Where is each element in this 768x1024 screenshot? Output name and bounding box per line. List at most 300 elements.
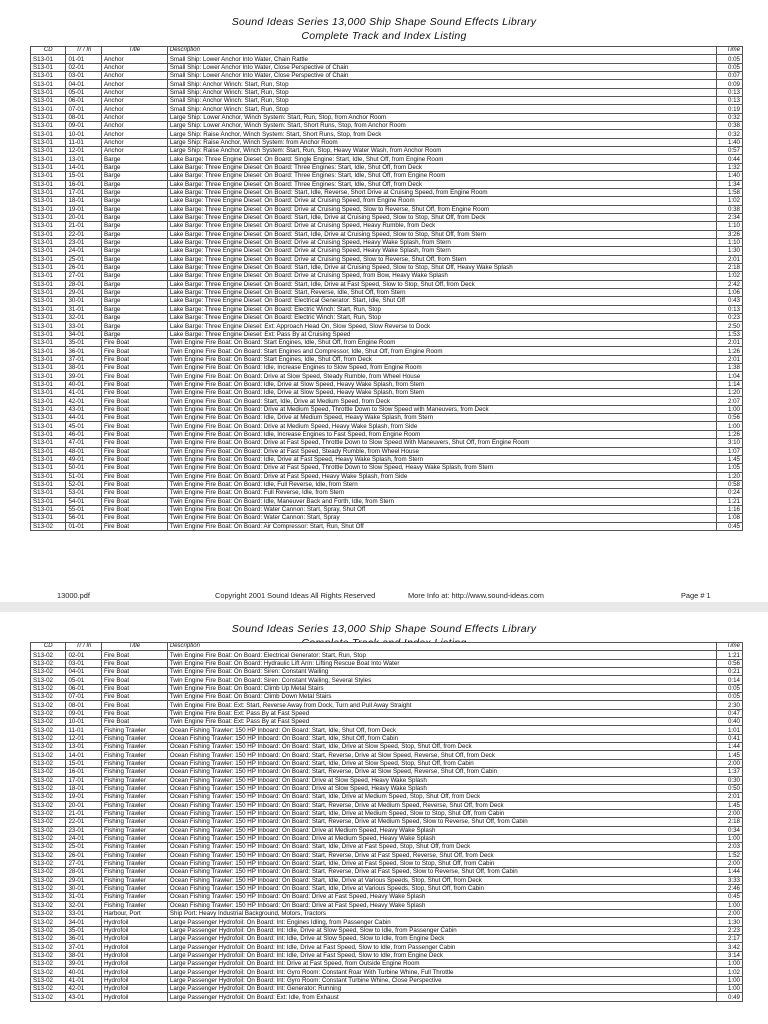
- cd-cell: S13-02: [31, 651, 66, 659]
- column-header-title: Title: [101, 47, 167, 55]
- column-header-track: Tr / In: [66, 47, 101, 55]
- track-cell: 37-01: [66, 943, 101, 951]
- table-row: [31, 222, 743, 230]
- cd-cell: S13-02: [31, 718, 66, 726]
- table-row: [31, 63, 743, 71]
- description-cell: Ocean Fishing Trawler: 150 HP Inboard: On Board: Start, Idle, Drive at Slow Speed, Stop, Shut Off, from Deck: [167, 743, 716, 751]
- table-row: [31, 960, 743, 968]
- track-cell: 33-01: [66, 322, 101, 330]
- time-cell: 1:38: [716, 364, 742, 372]
- title-cell: Fishing Trawler: [101, 876, 167, 884]
- table-row: [31, 743, 743, 751]
- table-row: [31, 88, 743, 96]
- table-row: [31, 155, 743, 163]
- description-cell: Twin Engine Fire Boat: On Board: Drive at Fast Speed, Steady Rumble, from Wheel House: [167, 447, 716, 455]
- time-cell: 2:00: [716, 759, 742, 767]
- time-cell: 0:13: [716, 305, 742, 313]
- time-cell: 1:26: [716, 347, 742, 355]
- time-cell: 0:24: [716, 489, 742, 497]
- time-cell: 1:20: [716, 389, 742, 397]
- table-row: [31, 464, 743, 472]
- table-row: [31, 751, 743, 759]
- track-cell: 05-01: [66, 88, 101, 96]
- track-cell: 32-01: [66, 314, 101, 322]
- track-cell: 29-01: [66, 876, 101, 884]
- description-cell: Lake Barge: Three Engine Diesel: On Board: Start, Idle, Drive at Cruising Speed, Slow to Stop, Shut Off, from Deck: [167, 213, 716, 221]
- description-cell: Large Passenger Hydrofoil: On Board: Int: Generator: Running: [167, 985, 716, 993]
- time-cell: 0:32: [716, 113, 742, 121]
- title-cell: Fire Boat: [101, 389, 167, 397]
- cd-cell: S13-01: [31, 339, 66, 347]
- track-cell: 01-01: [66, 522, 101, 530]
- description-cell: Large Passenger Hydrofoil: On Board: Int: Idle, Drive at Fast Speed, Slow to Idle, from Engine Deck: [167, 951, 716, 959]
- track-cell: 02-01: [66, 63, 101, 71]
- table-row: [31, 876, 743, 884]
- cd-cell: S13-01: [31, 489, 66, 497]
- track-cell: 38-01: [66, 951, 101, 959]
- track-cell: 03-01: [66, 659, 101, 667]
- cd-cell: S13-02: [31, 818, 66, 826]
- time-cell: 1:37: [716, 768, 742, 776]
- description-cell: Large Ship: Raise Anchor, Winch System: Start, Run, Stop, Heavy Water Wash, from Anchor Room: [167, 147, 716, 155]
- title-cell: Barge: [101, 280, 167, 288]
- track-cell: 08-01: [66, 113, 101, 121]
- table-row: [31, 188, 743, 196]
- time-cell: 0:13: [716, 97, 742, 105]
- description-cell: Lake Barge: Three Engine Diesel: Ext: Pass By at Cruising Speed: [167, 330, 716, 338]
- table-row: [31, 297, 743, 305]
- title-cell: Barge: [101, 188, 167, 196]
- cd-cell: S13-01: [31, 439, 66, 447]
- track-cell: 07-01: [66, 105, 101, 113]
- track-cell: 23-01: [66, 826, 101, 834]
- title-cell: Barge: [101, 238, 167, 246]
- cd-cell: S13-02: [31, 676, 66, 684]
- track-cell: 52-01: [66, 480, 101, 488]
- table-row: [31, 918, 743, 926]
- table-row: [31, 718, 743, 726]
- title-cell: Barge: [101, 213, 167, 221]
- track-cell: 36-01: [66, 347, 101, 355]
- track-cell: 30-01: [66, 884, 101, 892]
- time-cell: 0:41: [716, 734, 742, 742]
- track-cell: 13-01: [66, 155, 101, 163]
- track-cell: 04-01: [66, 668, 101, 676]
- time-cell: 2:18: [716, 818, 742, 826]
- table-row: [31, 372, 743, 380]
- cd-cell: S13-01: [31, 288, 66, 296]
- time-cell: 1:00: [716, 960, 742, 968]
- track-cell: 37-01: [66, 355, 101, 363]
- time-cell: 1:08: [716, 514, 742, 522]
- table-row: [31, 447, 743, 455]
- column-header-cd: CD: [31, 47, 66, 55]
- cd-cell: S13-02: [31, 668, 66, 676]
- table-row: [31, 147, 743, 155]
- description-cell: Ocean Fishing Trawler: 150 HP Inboard: On Board: Start, Reverse, Drive at Fast Speed, Slow to Reverse, Shut Off, from Cabin: [167, 868, 716, 876]
- time-cell: 0:47: [716, 709, 742, 717]
- table-row: [31, 288, 743, 296]
- table-row: [31, 330, 743, 338]
- table-body: [31, 55, 743, 531]
- description-cell: Lake Barge: Three Engine Diesel: On Board: Drive at Cruising Speed, Slow to Reverse, Shut Off, from Stern: [167, 255, 716, 263]
- description-cell: Lake Barge: Three Engine Diesel: On Board: Start, Idle, Drive at Cruising Speed, Slow to Stop, Shut Off, Heavy Wake Splash: [167, 263, 716, 271]
- column-header-track: Tr / In: [66, 643, 101, 651]
- table-row: [31, 651, 743, 659]
- cd-cell: S13-02: [31, 768, 66, 776]
- time-cell: 1:26: [716, 430, 742, 438]
- title-cell: Fishing Trawler: [101, 751, 167, 759]
- title-cell: Anchor: [101, 138, 167, 146]
- cd-cell: S13-02: [31, 693, 66, 701]
- description-cell: Lake Barge: Three Engine Diesel: On Board: Electric Winch: Start, Run, Stop: [167, 314, 716, 322]
- description-cell: Twin Engine Fire Boat: On Board: Water Cannon: Start, Spray: [167, 514, 716, 522]
- track-cell: 25-01: [66, 255, 101, 263]
- title-cell: Hydrofoil: [101, 943, 167, 951]
- cd-cell: S13-02: [31, 809, 66, 817]
- track-cell: 12-01: [66, 147, 101, 155]
- cd-cell: S13-02: [31, 726, 66, 734]
- table-row: [31, 514, 743, 522]
- time-cell: 1:00: [716, 834, 742, 842]
- cd-cell: S13-01: [31, 97, 66, 105]
- table-row: [31, 843, 743, 851]
- column-header-time: Time: [716, 47, 742, 55]
- title-cell: Fishing Trawler: [101, 901, 167, 909]
- cd-cell: S13-01: [31, 113, 66, 121]
- cd-cell: S13-02: [31, 884, 66, 892]
- cd-cell: S13-01: [31, 238, 66, 246]
- cd-cell: S13-02: [31, 876, 66, 884]
- cd-cell: S13-02: [31, 859, 66, 867]
- table-row: [31, 230, 743, 238]
- time-cell: 0:58: [716, 480, 742, 488]
- title-cell: Barge: [101, 205, 167, 213]
- cd-cell: S13-01: [31, 422, 66, 430]
- cd-cell: S13-01: [31, 80, 66, 88]
- description-cell: Twin Engine Fire Boat: On Board: Air Compressor: Start, Run, Shut Off: [167, 522, 716, 530]
- title-cell: Fishing Trawler: [101, 809, 167, 817]
- description-cell: Lake Barge: Three Engine Diesel: On Board: Three Engines: Start, Idle, Shut Off, from Deck: [167, 163, 716, 171]
- cd-cell: S13-01: [31, 138, 66, 146]
- description-cell: Small Ship: Lower Anchor Into Water, Close Perspective of Chain: [167, 63, 716, 71]
- table-row: [31, 380, 743, 388]
- track-cell: 19-01: [66, 205, 101, 213]
- table-row: [31, 280, 743, 288]
- time-cell: 1:45: [716, 455, 742, 463]
- table-row: [31, 80, 743, 88]
- table-row: [31, 163, 743, 171]
- time-cell: 0:49: [716, 993, 742, 1001]
- title-cell: Fire Boat: [101, 676, 167, 684]
- track-cell: 05-01: [66, 676, 101, 684]
- column-header-cd: CD: [31, 643, 66, 651]
- time-cell: 2:01: [716, 793, 742, 801]
- table-row: [31, 480, 743, 488]
- description-cell: Twin Engine Fire Boat: On Board: Idle, Maneuver Back and Forth, Idle, from Stern: [167, 497, 716, 505]
- title-cell: Fire Boat: [101, 489, 167, 497]
- title-cell: Hydrofoil: [101, 951, 167, 959]
- title-cell: Anchor: [101, 63, 167, 71]
- title-cell: Fire Boat: [101, 668, 167, 676]
- description-cell: Small Ship: Lower Anchor Into Water, Chain Rattle: [167, 55, 716, 63]
- cd-cell: S13-02: [31, 522, 66, 530]
- table-row: [31, 801, 743, 809]
- time-cell: 0:30: [716, 776, 742, 784]
- title-cell: Fire Boat: [101, 480, 167, 488]
- time-cell: 1:04: [716, 372, 742, 380]
- table-row: [31, 505, 743, 513]
- table-row: [31, 659, 743, 667]
- cd-cell: S13-02: [31, 893, 66, 901]
- table-row: [31, 868, 743, 876]
- track-cell: 47-01: [66, 439, 101, 447]
- track-cell: 35-01: [66, 339, 101, 347]
- time-cell: 2:00: [716, 809, 742, 817]
- description-cell: Twin Engine Fire Boat: Ext: Start, Reverse Away from Dock, Turn and Pull Away Straight: [167, 701, 716, 709]
- track-index-table: [30, 642, 743, 1002]
- description-cell: Twin Engine Fire Boat: On Board: Hydraulic Lift Arm: Lifting Rescue Boat Into Water: [167, 659, 716, 667]
- title-cell: Harbour, Port: [101, 910, 167, 918]
- time-cell: 1:44: [716, 743, 742, 751]
- cd-cell: S13-01: [31, 197, 66, 205]
- time-cell: 2:30: [716, 701, 742, 709]
- description-cell: Small Ship: Anchor Winch: Start, Run, Stop: [167, 80, 716, 88]
- cd-cell: S13-01: [31, 355, 66, 363]
- table-row: [31, 893, 743, 901]
- time-cell: 2:03: [716, 843, 742, 851]
- description-cell: Lake Barge: Three Engine Diesel: On Board: Drive at Cruising Speed, Heavy Rumble, from Deck: [167, 222, 716, 230]
- description-cell: Twin Engine Fire Boat: On Board: Siren: Constant Wailing: [167, 668, 716, 676]
- track-cell: 28-01: [66, 868, 101, 876]
- title-cell: Anchor: [101, 147, 167, 155]
- cd-cell: S13-01: [31, 213, 66, 221]
- track-cell: 56-01: [66, 514, 101, 522]
- track-cell: 12-01: [66, 734, 101, 742]
- description-cell: Lake Barge: Three Engine Diesel: On Board: Drive at Cruising Speed, Heavy Wake Splash, from Stern: [167, 238, 716, 246]
- table-row: [31, 701, 743, 709]
- table-row: [31, 768, 743, 776]
- track-cell: 14-01: [66, 163, 101, 171]
- table-row: [31, 213, 743, 221]
- table-row: [31, 668, 743, 676]
- time-cell: 0:56: [716, 414, 742, 422]
- description-cell: Ocean Fishing Trawler: 150 HP Inboard: On Board: Drive at Fast Speed, Heavy Wake Splash: [167, 893, 716, 901]
- description-cell: Large Passenger Hydrofoil: On Board: Int: Idle, Drive at Slow Speed, Slow to Idle, from Passenger Cabin: [167, 926, 716, 934]
- track-cell: 27-01: [66, 859, 101, 867]
- cd-cell: S13-01: [31, 88, 66, 96]
- title-cell: Barge: [101, 314, 167, 322]
- track-cell: 10-01: [66, 718, 101, 726]
- description-cell: Twin Engine Fire Boat: On Board: Idle, Drive at Slow Speed, Heavy Wake Splash, from Stern: [167, 389, 716, 397]
- track-cell: 29-01: [66, 288, 101, 296]
- table-row: [31, 784, 743, 792]
- time-cell: 2:01: [716, 255, 742, 263]
- title-cell: Fishing Trawler: [101, 893, 167, 901]
- time-cell: 0:38: [716, 205, 742, 213]
- title-cell: Fishing Trawler: [101, 776, 167, 784]
- time-cell: 1:34: [716, 180, 742, 188]
- track-cell: 44-01: [66, 414, 101, 422]
- table-row: [31, 197, 743, 205]
- description-cell: Twin Engine Fire Boat: On Board: Drive at Slow Speed, Steady Rumble, from Wheel House: [167, 372, 716, 380]
- description-cell: Lake Barge: Three Engine Diesel: On Board: Three Engines: Start, Idle, Shut Off, from Deck: [167, 180, 716, 188]
- table-row: [31, 943, 743, 951]
- description-cell: Twin Engine Fire Boat: On Board: Drive at Fast Speed, Throttle Down to Slow Speed With Maneuvers, Shut Off, from Engine Room: [167, 439, 716, 447]
- cd-cell: S13-01: [31, 230, 66, 238]
- track-cell: 10-01: [66, 130, 101, 138]
- table-row: [31, 355, 743, 363]
- cd-cell: S13-02: [31, 801, 66, 809]
- cd-cell: S13-02: [31, 985, 66, 993]
- title-cell: Fire Boat: [101, 380, 167, 388]
- time-cell: 1:20: [716, 472, 742, 480]
- description-cell: Lake Barge: Three Engine Diesel: On Board: Electric Winch: Start, Run, Stop: [167, 305, 716, 313]
- description-cell: Large Ship: Lower Anchor, Winch System: Start, Short Runs, Stop, from Anchor Room: [167, 122, 716, 130]
- time-cell: 2:01: [716, 355, 742, 363]
- track-cell: 02-01: [66, 651, 101, 659]
- time-cell: 0:34: [716, 826, 742, 834]
- title-cell: Fire Boat: [101, 347, 167, 355]
- track-cell: 17-01: [66, 188, 101, 196]
- footer-page-number: Page # 1: [681, 591, 711, 600]
- cd-cell: S13-01: [31, 247, 66, 255]
- time-cell: 1:02: [716, 968, 742, 976]
- track-cell: 26-01: [66, 851, 101, 859]
- table-row: [31, 472, 743, 480]
- time-cell: 0:05: [716, 63, 742, 71]
- title-cell: Fire Boat: [101, 405, 167, 413]
- table-row: [31, 272, 743, 280]
- table-row: [31, 138, 743, 146]
- description-cell: Twin Engine Fire Boat: On Board: Idle, Increase Engines to Fast Speed, from Engine Room: [167, 430, 716, 438]
- track-cell: 34-01: [66, 330, 101, 338]
- track-cell: 43-01: [66, 405, 101, 413]
- description-cell: Twin Engine Fire Boat: On Board: Start, Idle, Drive at Medium Speed, from Deck: [167, 397, 716, 405]
- description-cell: Ocean Fishing Trawler: 150 HP Inboard: On Board: Drive at Fast Speed, Heavy Wake Splash: [167, 901, 716, 909]
- description-cell: Ocean Fishing Trawler: 150 HP Inboard: On Board: Start, Idle, Drive at Fast Speed, Stop, Shut Off, from Deck: [167, 843, 716, 851]
- time-cell: 2:34: [716, 213, 742, 221]
- time-cell: 0:05: [716, 684, 742, 692]
- description-cell: Lake Barge: Three Engine Diesel: On Board: Drive at Cruising Speed, Slow to Reverse, Shut Off, from Engine Room: [167, 205, 716, 213]
- title-cell: Fishing Trawler: [101, 734, 167, 742]
- cd-cell: S13-01: [31, 364, 66, 372]
- table-row: [31, 172, 743, 180]
- track-cell: 28-01: [66, 280, 101, 288]
- description-cell: Lake Barge: Three Engine Diesel: On Board: Drive at Cruising Speed, from Bow, Heavy Wake Splash: [167, 272, 716, 280]
- track-cell: 24-01: [66, 247, 101, 255]
- title-cell: Barge: [101, 297, 167, 305]
- title-cell: Fire Boat: [101, 659, 167, 667]
- title-cell: Barge: [101, 305, 167, 313]
- time-cell: 1:45: [716, 751, 742, 759]
- cd-cell: S13-02: [31, 751, 66, 759]
- table-row: [31, 726, 743, 734]
- track-cell: 07-01: [66, 693, 101, 701]
- cd-cell: S13-02: [31, 793, 66, 801]
- cd-cell: S13-02: [31, 910, 66, 918]
- time-cell: 3:42: [716, 943, 742, 951]
- track-cell: 40-01: [66, 968, 101, 976]
- title-cell: Barge: [101, 163, 167, 171]
- time-cell: 2:42: [716, 280, 742, 288]
- cd-cell: S13-01: [31, 222, 66, 230]
- description-cell: Ocean Fishing Trawler: 150 HP Inboard: On Board: Start, Reverse, Drive at Medium Speed, Slow to Reverse, Shut Off, from Cabin: [167, 818, 716, 826]
- track-cell: 16-01: [66, 768, 101, 776]
- table-row: [31, 693, 743, 701]
- footer-filename: 13000.pdf: [57, 591, 90, 600]
- track-cell: 04-01: [66, 80, 101, 88]
- title-cell: Anchor: [101, 55, 167, 63]
- title-cell: Hydrofoil: [101, 993, 167, 1001]
- cd-cell: S13-02: [31, 684, 66, 692]
- table-row: [31, 247, 743, 255]
- cd-cell: S13-02: [31, 834, 66, 842]
- title-cell: Anchor: [101, 80, 167, 88]
- title-cell: Anchor: [101, 97, 167, 105]
- track-cell: 27-01: [66, 272, 101, 280]
- description-cell: Twin Engine Fire Boat: On Board: Water Cannon: Start, Spray, Shut Off: [167, 505, 716, 513]
- title-cell: Hydrofoil: [101, 935, 167, 943]
- description-cell: Lake Barge: Three Engine Diesel: On Board: Electrical Generator: Start, Idle, Shut Off: [167, 297, 716, 305]
- time-cell: 1:30: [716, 247, 742, 255]
- table-row: [31, 522, 743, 530]
- description-cell: Large Passenger Hydrofoil: On Board: Int: Engines Idling, from Passenger Cabin: [167, 918, 716, 926]
- description-cell: Ocean Fishing Trawler: 150 HP Inboard: On Board: Start, Idle, Drive at Slow Speed, Stop, Shut Off, from Cabin: [167, 759, 716, 767]
- table-row: [31, 430, 743, 438]
- table-row: [31, 130, 743, 138]
- table-row: [31, 968, 743, 976]
- time-cell: 2:23: [716, 926, 742, 934]
- title-cell: Fishing Trawler: [101, 834, 167, 842]
- table-row: [31, 439, 743, 447]
- track-cell: 16-01: [66, 180, 101, 188]
- track-cell: 46-01: [66, 430, 101, 438]
- cd-cell: S13-02: [31, 776, 66, 784]
- column-header-title: Title: [101, 643, 167, 651]
- time-cell: 1:00: [716, 976, 742, 984]
- time-cell: 0:23: [716, 314, 742, 322]
- time-cell: 1:07: [716, 447, 742, 455]
- time-cell: 1:00: [716, 901, 742, 909]
- description-cell: Ocean Fishing Trawler: 150 HP Inboard: On Board: Drive at Slow Speed, Heavy Wake Splash: [167, 776, 716, 784]
- time-cell: 2:46: [716, 884, 742, 892]
- time-cell: 2:18: [716, 263, 742, 271]
- description-cell: Large Ship: Lower Anchor, Winch System: Start, Run, Stop, from Anchor Room: [167, 113, 716, 121]
- description-cell: Twin Engine Fire Boat: On Board: Idle, Increase Engines to Slow Speed, from Engine Room: [167, 364, 716, 372]
- title-cell: Hydrofoil: [101, 926, 167, 934]
- cd-cell: S13-02: [31, 709, 66, 717]
- description-cell: Twin Engine Fire Boat: On Board: Idle, Drive at Medium Speed, Heavy Wake Splash, from Stern: [167, 414, 716, 422]
- track-cell: 09-01: [66, 709, 101, 717]
- column-header-time: Time: [716, 643, 742, 651]
- table-row: [31, 422, 743, 430]
- cd-cell: S13-01: [31, 347, 66, 355]
- cd-cell: S13-01: [31, 105, 66, 113]
- title-cell: Fishing Trawler: [101, 743, 167, 751]
- cd-cell: S13-01: [31, 72, 66, 80]
- cd-cell: S13-01: [31, 172, 66, 180]
- time-cell: 3:14: [716, 951, 742, 959]
- time-cell: 2:00: [716, 859, 742, 867]
- title-cell: Fishing Trawler: [101, 826, 167, 834]
- cd-cell: S13-01: [31, 272, 66, 280]
- description-cell: Large Passenger Hydrofoil: On Board: Ext: Idle, from Exhaust: [167, 993, 716, 1001]
- description-cell: Large Passenger Hydrofoil: On Board: Int: Idle, Drive at Slow Speed, Slow to Idle, from Engine Deck: [167, 935, 716, 943]
- table-row: [31, 910, 743, 918]
- title-cell: Fishing Trawler: [101, 818, 167, 826]
- track-cell: 31-01: [66, 893, 101, 901]
